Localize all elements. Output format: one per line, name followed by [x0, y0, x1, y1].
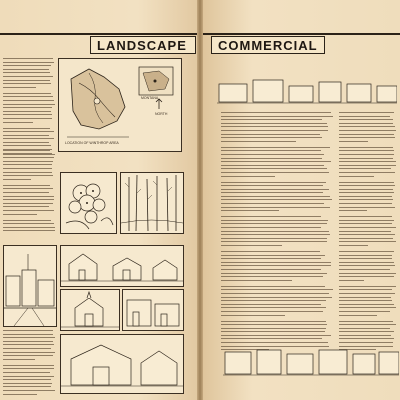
north-label: NORTH — [155, 112, 168, 116]
text-line — [221, 338, 322, 339]
text-line — [339, 199, 393, 200]
text-line — [221, 216, 321, 217]
text-line — [3, 114, 52, 115]
text-line — [221, 130, 328, 131]
landscape-page — [0, 0, 197, 400]
page-title-commercial: COMMERCIAL — [218, 38, 318, 53]
text-line — [339, 293, 395, 294]
text-line — [221, 182, 326, 183]
text-line — [221, 199, 332, 200]
text-line — [339, 342, 393, 343]
text-line — [339, 280, 364, 281]
text-line — [221, 147, 330, 148]
text-line — [3, 100, 54, 101]
text-line — [3, 220, 51, 221]
text-line — [339, 119, 393, 120]
text-line — [339, 182, 394, 183]
text-line — [221, 168, 327, 169]
text-line — [339, 304, 394, 305]
text-line — [221, 258, 321, 259]
text-line — [3, 185, 50, 186]
text-line — [221, 245, 282, 246]
text-line — [3, 172, 52, 173]
text-line — [3, 341, 53, 342]
commercial-main-text — [221, 112, 333, 352]
text-line — [221, 126, 328, 127]
text-line — [221, 123, 327, 124]
text-line — [3, 214, 37, 215]
bottom-storefronts-strip — [223, 346, 399, 376]
text-line — [221, 265, 331, 266]
text-line — [3, 192, 49, 193]
text-line — [3, 62, 54, 63]
trees-sketch — [120, 172, 184, 234]
map-inset-label: MONTANA — [141, 96, 159, 100]
text-line — [3, 386, 51, 387]
text-line — [221, 192, 323, 193]
text-line — [339, 321, 393, 322]
text-line — [339, 147, 393, 148]
text-line — [221, 165, 324, 166]
landscape-title-box — [90, 36, 196, 54]
storefronts-strip — [217, 76, 397, 106]
commercial-page — [203, 0, 400, 400]
text-line — [221, 141, 296, 142]
text-line — [3, 128, 50, 129]
text-line — [221, 262, 331, 263]
text-line — [3, 142, 49, 143]
text-line — [221, 297, 332, 298]
text-line — [221, 134, 320, 135]
text-line — [221, 289, 333, 290]
text-line — [3, 359, 35, 360]
commercial-sidebar-text — [339, 112, 397, 352]
text-line — [3, 179, 31, 180]
text-line — [3, 230, 55, 231]
church-sketch — [60, 289, 120, 331]
text-line — [3, 210, 54, 211]
text-line — [339, 231, 391, 232]
text-line — [339, 116, 390, 117]
text-line — [3, 96, 53, 97]
text-line — [221, 255, 325, 256]
text-line — [3, 58, 53, 59]
text-line — [221, 321, 326, 322]
text-line — [221, 251, 320, 252]
title-rule — [0, 33, 197, 35]
text-line — [221, 150, 321, 151]
text-line — [339, 331, 394, 332]
landscape-text-3 — [3, 330, 55, 398]
text-line — [3, 376, 54, 377]
text-line — [221, 172, 329, 173]
text-line — [3, 394, 37, 395]
text-line — [221, 335, 331, 336]
text-line — [339, 324, 396, 325]
text-line — [339, 276, 394, 277]
text-line — [3, 83, 51, 84]
text-line — [3, 334, 53, 335]
text-line — [3, 344, 54, 345]
text-line — [339, 245, 368, 246]
text-line — [339, 165, 396, 166]
text-line — [3, 157, 54, 158]
text-line — [339, 141, 368, 142]
text-line — [3, 337, 55, 338]
landscape-text-2 — [3, 150, 55, 240]
text-line — [221, 119, 322, 120]
text-line — [339, 234, 395, 235]
text-line — [3, 72, 50, 73]
text-line — [221, 231, 329, 232]
text-line — [221, 161, 331, 162]
text-line — [221, 304, 321, 305]
text-line — [221, 210, 279, 211]
text-line — [339, 189, 393, 190]
text-line — [339, 210, 367, 211]
area-map — [58, 58, 182, 152]
text-line — [3, 199, 54, 200]
text-line — [339, 273, 396, 274]
text-line — [221, 189, 329, 190]
text-line — [3, 227, 55, 228]
text-line — [339, 134, 394, 135]
text-line — [339, 220, 394, 221]
text-line — [339, 207, 395, 208]
text-line — [3, 145, 51, 146]
text-line — [339, 227, 396, 228]
page-title: LANDSCAPE — [97, 38, 187, 53]
text-line — [3, 196, 54, 197]
text-line — [3, 150, 50, 151]
text-line — [221, 185, 323, 186]
text-line — [221, 116, 333, 117]
text-line — [339, 300, 392, 301]
text-line — [221, 276, 323, 277]
text-line — [221, 273, 327, 274]
commercial-title-box — [211, 36, 325, 54]
text-line — [3, 383, 52, 384]
title-rule-right — [203, 33, 400, 35]
text-line — [339, 172, 395, 173]
text-line — [339, 203, 392, 204]
text-line — [221, 223, 327, 224]
text-line — [3, 372, 50, 373]
text-line — [221, 207, 330, 208]
text-line — [339, 126, 395, 127]
text-line — [221, 293, 329, 294]
text-line — [339, 328, 390, 329]
text-line — [3, 138, 54, 139]
text-line — [3, 355, 53, 356]
text-line — [3, 104, 55, 105]
text-line — [339, 241, 396, 242]
text-line — [3, 131, 54, 132]
text-line — [339, 238, 393, 239]
text-line — [3, 188, 53, 189]
text-line — [339, 338, 394, 339]
text-line — [339, 335, 391, 336]
text-line — [339, 262, 394, 263]
text-line — [339, 112, 394, 113]
text-line — [339, 216, 392, 217]
text-line — [221, 176, 275, 177]
text-line — [3, 65, 51, 66]
text-line — [3, 93, 51, 94]
text-line — [339, 297, 391, 298]
text-line — [3, 80, 50, 81]
text-line — [221, 234, 330, 235]
map-drawing — [59, 59, 181, 151]
text-line — [3, 223, 54, 224]
text-line — [3, 330, 53, 331]
text-line — [339, 161, 396, 162]
street-sketch — [3, 245, 57, 327]
text-line — [3, 111, 51, 112]
text-line — [339, 137, 395, 138]
text-line — [339, 154, 394, 155]
text-line — [221, 238, 327, 239]
text-line — [339, 311, 390, 312]
text-line — [3, 122, 33, 123]
text-line — [221, 328, 326, 329]
text-line — [3, 69, 49, 70]
map-caption: LOCATION OF WINTHROP AREA — [65, 141, 119, 145]
text-line — [3, 365, 54, 366]
text-line — [221, 196, 330, 197]
text-line — [339, 150, 394, 151]
storefront-sketch — [122, 289, 184, 331]
houses-sketch — [60, 245, 184, 287]
text-line — [339, 286, 396, 287]
text-line — [3, 206, 49, 207]
text-line — [3, 87, 36, 88]
text-line — [339, 196, 392, 197]
text-line — [221, 311, 323, 312]
text-line — [339, 307, 396, 308]
text-line — [221, 307, 326, 308]
text-line — [3, 154, 55, 155]
text-line — [221, 203, 324, 204]
text-line — [339, 192, 394, 193]
text-line — [3, 175, 53, 176]
text-line — [339, 176, 374, 177]
text-line — [3, 168, 52, 169]
text-line — [339, 289, 392, 290]
text-line — [3, 352, 55, 353]
barn-sketch — [60, 334, 184, 394]
text-line — [3, 161, 53, 162]
text-line — [339, 315, 377, 316]
text-line — [3, 390, 55, 391]
text-line — [3, 379, 51, 380]
text-line — [221, 112, 331, 113]
text-line — [339, 223, 392, 224]
text-line — [221, 220, 328, 221]
text-line — [221, 241, 327, 242]
text-line — [221, 331, 325, 332]
text-line — [221, 137, 322, 138]
text-line — [221, 342, 328, 343]
text-line — [3, 135, 49, 136]
text-line — [221, 280, 292, 281]
text-line — [3, 76, 53, 77]
flower-sketch — [60, 172, 117, 234]
text-line — [3, 118, 52, 119]
text-line — [3, 107, 52, 108]
text-line — [339, 158, 393, 159]
text-line — [221, 158, 322, 159]
text-line — [339, 258, 392, 259]
text-line — [339, 255, 392, 256]
text-line — [339, 265, 395, 266]
text-line — [339, 123, 393, 124]
text-line — [339, 130, 396, 131]
text-line — [3, 368, 54, 369]
text-line — [221, 286, 325, 287]
text-line — [339, 185, 395, 186]
text-line — [221, 300, 326, 301]
text-line — [221, 269, 321, 270]
text-line — [339, 269, 390, 270]
text-line — [3, 348, 51, 349]
text-line — [3, 203, 53, 204]
text-line — [221, 315, 285, 316]
text-line — [339, 251, 394, 252]
text-line — [3, 164, 52, 165]
text-line — [339, 168, 391, 169]
text-line — [221, 227, 321, 228]
text-line — [221, 324, 327, 325]
text-line — [221, 154, 324, 155]
